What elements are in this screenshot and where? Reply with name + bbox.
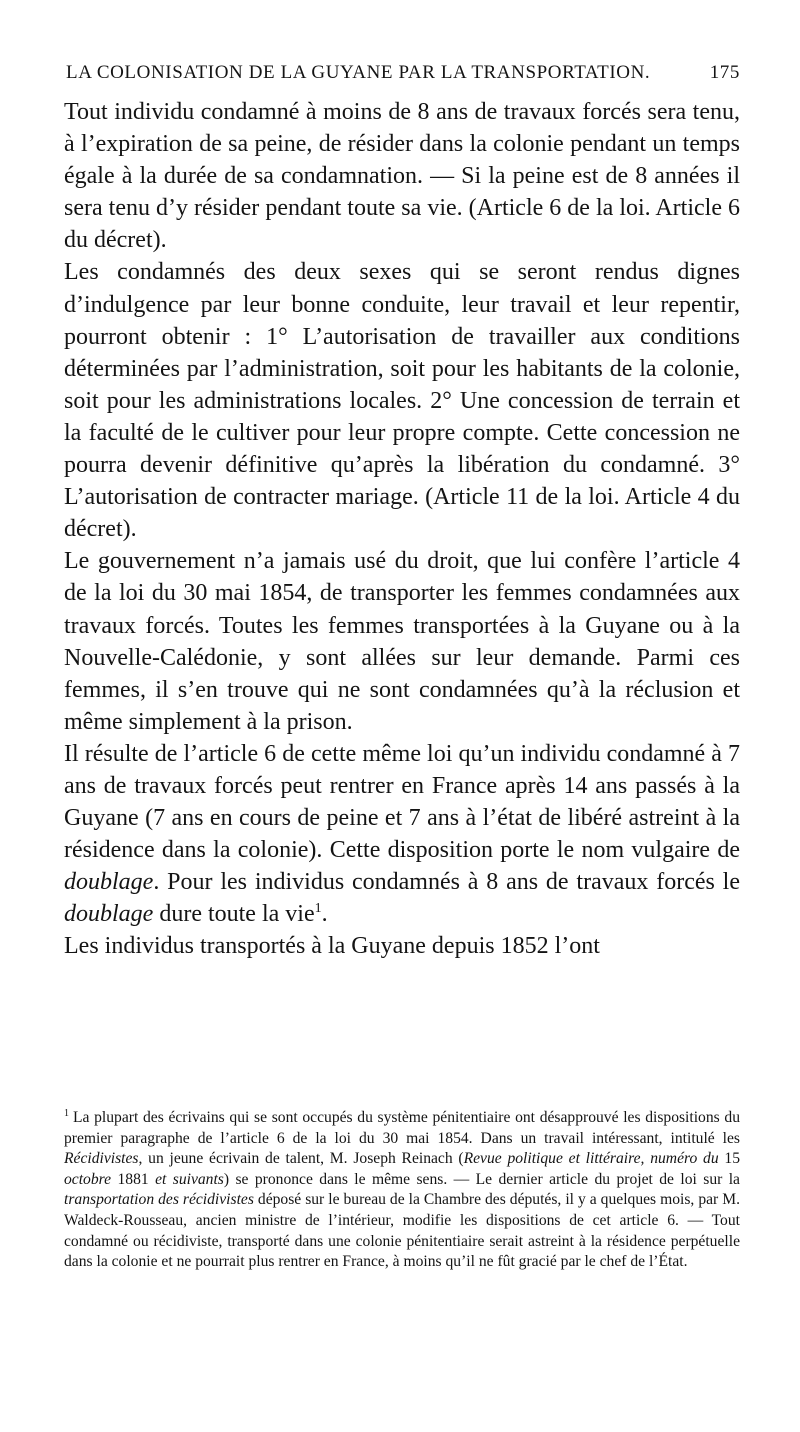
footnote-text-4: 1881 — [111, 1170, 156, 1188]
footnote-1 — [64, 1108, 740, 1273]
paragraph-5: Les individus transportés à la Guyane depuis 1852 l’ont — [64, 933, 600, 960]
term-doublage: doublage — [64, 869, 154, 896]
footnote-et-suivants: et suivants — [155, 1170, 224, 1188]
footnote-month: octobre — [64, 1170, 112, 1188]
footnote-reference: 1 — [314, 901, 322, 917]
term-doublage-2: doublage — [64, 901, 154, 928]
paragraph-4 — [64, 738, 740, 931]
footnote-number: 1 — [64, 1107, 69, 1119]
footnote-title-recidivistes: Récidivistes — [64, 1150, 139, 1168]
running-head — [66, 62, 740, 88]
running-title: LA COLONISATION DE LA GUYANE PAR LA TRANSPORTATION. — [66, 62, 651, 83]
paragraph-1: Tout individu condamné à moins de 8 ans de travaux forcés sera tenu, à l’expiration de sa peine, de résider dans la colonie pendant un temps égale à la durée de sa condamnation. — Si la peine est de 8 années il sera tenu d’y résider pendant toute sa vie. (Article 6 de la loi. Article 6 du décret). — [64, 99, 740, 254]
footnote-text-1: La plupart des écrivains qui se sont occupés du système pénitentiaire ont désapprouvé les dispositions du premier paragraphe de l’article 6 de la loi du 30 mai 1854. Dans un travail intéressant, intitulé les — [64, 1109, 740, 1147]
page-number: 175 — [709, 62, 740, 83]
paragraph-4-text-d: . — [321, 901, 328, 928]
footnote-text-2: , un jeune écrivain de talent, M. Joseph Reinach ( — [138, 1150, 464, 1168]
main-text — [64, 96, 740, 963]
footnote-bill-title: transportation des récidivistes — [64, 1191, 254, 1209]
footnote-text-5: ) se prononce dans le même sens. — Le dernier article du projet de loi sur la — [223, 1170, 740, 1188]
footnote-text-3: 15 — [718, 1150, 741, 1168]
paragraph-4-text-c: dure toute la vie — [153, 901, 315, 928]
footnote-journal-title: Revue politique et littéraire, numéro du — [463, 1150, 719, 1168]
paragraph-4-text-a: Il résulte de l’article 6 de cette même loi qu’un individu condamné à 7 ans de travaux forcés peut rentrer en France après 14 ans passés à la Guyane (7 ans en cours de peine et 7 ans à l’état de libéré astreint à la résidence dans la colonie). Cette disposition porte le nom vulgaire de — [64, 740, 740, 864]
paragraph-3: Le gouvernement n’a jamais usé du droit, que lui confère l’article 4 de la loi du 30 mai 1854, de transporter les femmes condamnées aux travaux forcés. Toutes les femmes transportées à la Guyane ou à la Nouvelle-Calédonie, y sont allées sur leur demande. Parmi ces femmes, il s’en trouve qui ne sont condamnées qu’à la réclusion et même simplement à la prison. — [64, 548, 740, 735]
footnote-text-6: déposé sur le bureau de la Chambre des députés, il y a quelques mois, par M. Waldeck-Rousseau, ancien ministre de l’intérieur, modifie les dispositions de cet article 6. — Tout condamné ou récidiviste, transporté dans une colonie pénitentiaire serait astreint à la résidence perpétuelle dans la colonie et ne pourrait plus rentrer en France, à moins qu’il ne fût gracié par le chef de l’État. — [64, 1191, 740, 1271]
paragraph-4-text-b: . Pour les individus condamnés à 8 ans de travaux forcés le — [153, 869, 740, 896]
paragraph-2: Les condamnés des deux sexes qui se seront rendus dignes d’indulgence par leur bonne conduite, leur travail et leur repentir, pourront obtenir : 1° L’autorisation de travailler aux conditions déterminées par l’administration, soit pour les habitants de la colonie, soit pour les administrations locales. 2° Une concession de terrain et la faculté de le cultiver pour leur propre compte. Cette concession ne pourra devenir définitive qu’après la libération du condamné. 3° L’autorisation de contracter mariage. (Article 11 de la loi. Article 4 du décret). — [64, 259, 740, 543]
footnote-block — [64, 1108, 740, 1273]
